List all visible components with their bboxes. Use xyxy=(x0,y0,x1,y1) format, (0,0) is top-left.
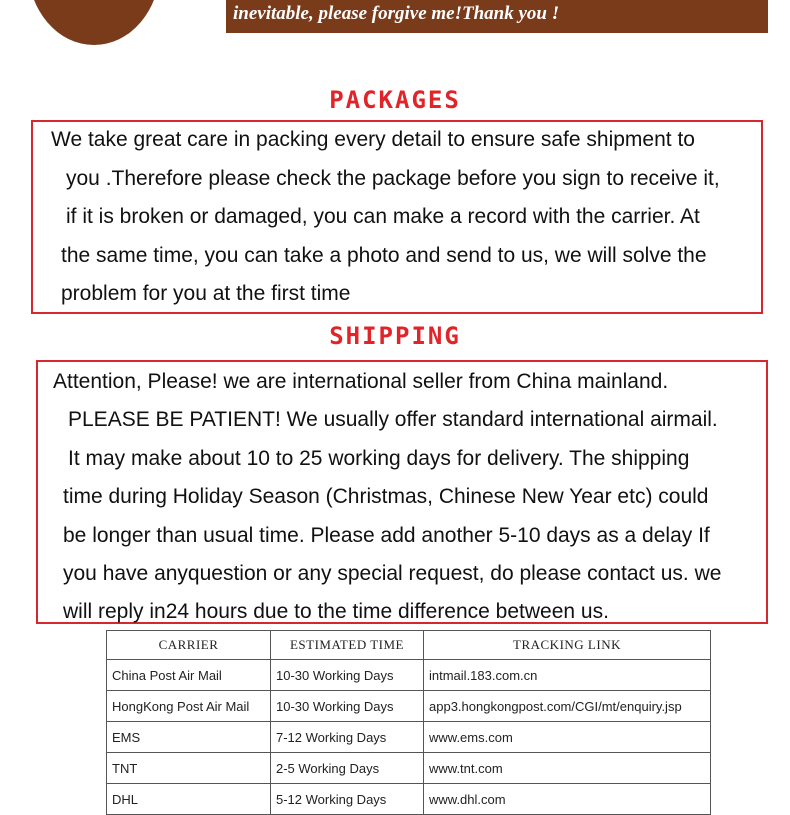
apology-banner xyxy=(226,0,768,33)
table-row xyxy=(107,691,711,722)
table-row xyxy=(107,722,711,753)
header-estimated-time: ESTIMATED TIME xyxy=(271,631,424,660)
tracking-link-cell[interactable]: intmail.183.com.cn xyxy=(424,660,711,691)
tracking-link-cell[interactable]: www.dhl.com xyxy=(424,784,711,815)
packages-line: We take great care in packing every detail to ensure safe shipment to xyxy=(51,128,695,151)
packages-line: if it is broken or damaged, you can make a record with the carrier. At xyxy=(66,205,700,228)
shipping-line: Attention, Please! we are international seller from China mainland. xyxy=(53,370,669,393)
banner-text: inevitable, please forgive me!Thank you ! xyxy=(233,3,560,24)
table-row xyxy=(107,660,711,691)
tracking-link-cell[interactable]: www.tnt.com xyxy=(424,753,711,784)
table-header-row xyxy=(107,631,711,660)
brown-circle-decoration xyxy=(28,0,160,45)
packages-title: PACKAGES xyxy=(329,86,461,114)
time-cell: 2-5 Working Days xyxy=(271,753,424,784)
time-cell: 7-12 Working Days xyxy=(271,722,424,753)
carrier-cell: TNT xyxy=(107,753,271,784)
packages-line: the same time, you can take a photo and send to us, we will solve the xyxy=(61,244,707,267)
table-row xyxy=(107,753,711,784)
tracking-link-cell[interactable]: www.ems.com xyxy=(424,722,711,753)
shipping-line: you have anyquestion or any special request, do please contact us. we xyxy=(63,562,722,585)
table-row xyxy=(107,784,711,815)
carrier-cell: HongKong Post Air Mail xyxy=(107,691,271,722)
header-tracking-link: TRACKING LINK xyxy=(424,631,711,660)
shipping-line: It may make about 10 to 25 working days for delivery. The shipping xyxy=(68,447,690,470)
carrier-table xyxy=(106,630,711,815)
time-cell: 10-30 Working Days xyxy=(271,691,424,722)
time-cell: 5-12 Working Days xyxy=(271,784,424,815)
shipping-line: will reply in24 hours due to the time difference between us. xyxy=(63,600,609,623)
shipping-line: time during Holiday Season (Christmas, Chinese New Year etc) could xyxy=(63,485,709,508)
shipping-line: be longer than usual time. Please add another 5-10 days as a delay If xyxy=(63,524,710,547)
shipping-title: SHIPPING xyxy=(329,322,461,350)
header-carrier: CARRIER xyxy=(107,631,271,660)
tracking-link-cell[interactable]: app3.hongkongpost.com/CGI/mt/enquiry.jsp xyxy=(424,691,711,722)
packages-line: problem for you at the first time xyxy=(61,282,351,305)
carrier-cell: DHL xyxy=(107,784,271,815)
carrier-cell: EMS xyxy=(107,722,271,753)
shipping-line: PLEASE BE PATIENT! We usually offer standard international airmail. xyxy=(68,408,718,431)
packages-line: you .Therefore please check the package before you sign to receive it, xyxy=(66,167,720,190)
carrier-cell: China Post Air Mail xyxy=(107,660,271,691)
time-cell: 10-30 Working Days xyxy=(271,660,424,691)
